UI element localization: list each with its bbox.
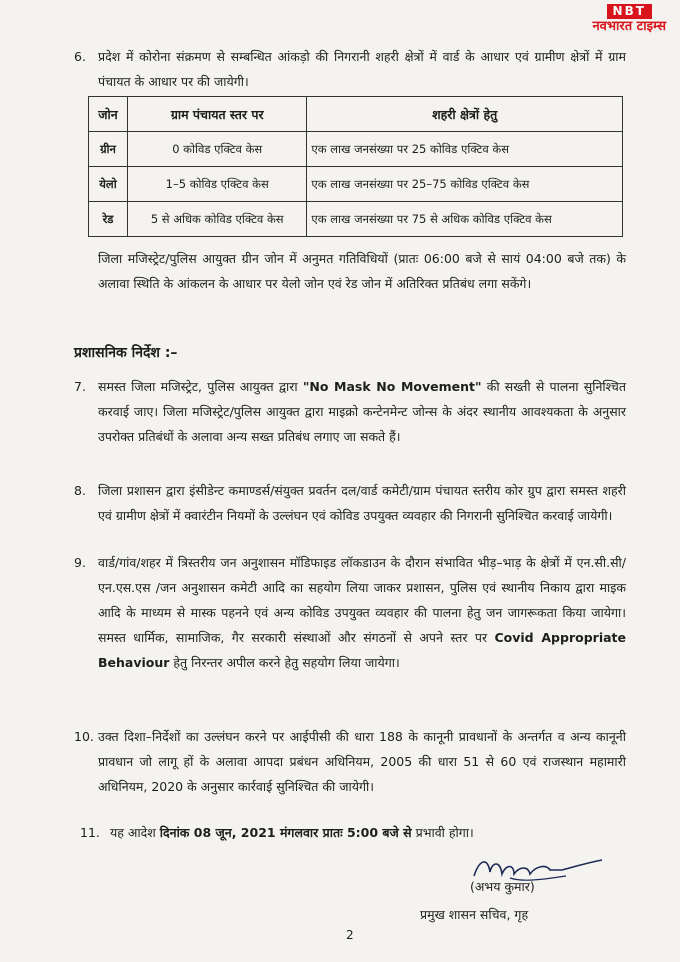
clause-7: [74, 374, 626, 449]
clause-text-pre: यह आदेश: [110, 825, 160, 840]
clause-number: 10.: [74, 729, 94, 744]
clause-number: 8.: [74, 483, 86, 498]
clause-number: 11.: [80, 825, 100, 840]
clause-text: प्रदेश में कोरोना संक्रमण से सम्बन्धित आंकड़ो की निगरानी शहरी क्षेत्रों में वार्ड के आधार एवं ग्रामीण क्षेत्रों में ग्राम पंचायत के आधार पर की जायेगी।: [98, 49, 626, 89]
page-number: 2: [346, 928, 354, 942]
gram-cell: 1–5 कोविड एक्टिव केस: [128, 167, 307, 202]
clause-text: उक्त दिशा–निर्देशों का उल्लंघन करने पर आईपीसी की धारा 188 के कानूनी प्रावधानों के अन्तर्गत व अन्य कानूनी प्रावधान जो लागू हों के अलावा आपदा प्रबंधन अधिनियम, 2005 की धारा 51 से 60 एवं राजस्थान महामारी अधिनियम, 2020 के अनुसार कार्रवाई सुनिश्चित की जायेगी।: [98, 729, 626, 794]
clause-6: [74, 44, 626, 94]
clause-text-post: प्रभावी होगा।: [411, 825, 474, 840]
zone-cell: रेड: [89, 202, 128, 237]
clause-number: 9.: [74, 555, 86, 570]
zone-cell: ग्रीन: [89, 132, 128, 167]
clause-text: जिला प्रशासन द्वारा इंसीडेन्ट कमाण्डर्स/संयुक्त प्रवर्तन दल/वार्ड कमेटी/ग्राम पंचायत स्तरीय कोर ग्रुप द्वारा समस्त शहरी एवं ग्रामीण क्षेत्रों में क्वारंटीन नियमों के उल्लंघन एवं कोविड उपयुक्त व्यवहार की निगरानी सुनिश्चित करवाई जायेगी।: [98, 483, 626, 523]
table-row: [89, 132, 623, 167]
table-header: जोन: [89, 97, 128, 132]
clause-text-bold: "No Mask No Movement": [302, 379, 482, 394]
logo-name: नवभारत टाइम्स: [592, 19, 666, 34]
clause-number: 7.: [74, 379, 86, 394]
note-text: जिला मजिस्ट्रेट/पुलिस आयुक्त ग्रीन जोन में अनुमत गतिविधियों (प्रातः 06:00 बजे से सायं 04:00 बजे तक) के अलावा स्थिति के आंकलन के आधार पर येलो जोन एवं रेड जोन में अतिरिक्त प्रतिबंध लगा सकेंगे।: [98, 251, 626, 291]
gram-cell: 0 कोविड एक्टिव केस: [128, 132, 307, 167]
clause-text-pre: समस्त जिला मजिस्ट्रेट, पुलिस आयुक्त द्वारा: [98, 379, 303, 394]
table-header: ग्राम पंचायत स्तर पर: [128, 97, 307, 132]
signatory-designation: प्रमुख शासन सचिव, गृह: [420, 907, 529, 922]
clause-text-bold: Covid Appropriate Behaviour: [98, 630, 626, 670]
gram-cell: 5 से अधिक कोविड एक्टिव केस: [128, 202, 307, 237]
urban-cell: एक लाख जनसंख्या पर 25 कोविड एक्टिव केस: [307, 132, 623, 167]
clause-9: [74, 550, 626, 675]
urban-cell: एक लाख जनसंख्या पर 25–75 कोविड एक्टिव केस: [307, 167, 623, 202]
clause-number: 6.: [74, 49, 86, 64]
clause-text-post: हेतु निरन्तर अपील करने हेतु सहयोग लिया जायेगा।: [169, 655, 400, 670]
zone-note: [98, 246, 626, 296]
clause-text-post: की सख्ती से पालना सुनिश्चित करवाई जाए। जिला मजिस्ट्रेट/पुलिस आयुक्त द्वारा माइक्रो कन्टेनमेन्ट जोन्स के अंदर स्थानीय आवश्यकता के अनुसार उपरोक्त प्रतिबंधों के अलावा अन्य सख्त प्रतिबंध लगाए जा सकते हैं।: [98, 379, 626, 444]
table-row: [89, 167, 623, 202]
clause-11: [80, 820, 626, 845]
table-row: [89, 202, 623, 237]
zone-table: [88, 96, 623, 237]
zone-cell: येलो: [89, 167, 128, 202]
signatory-name: (अभय कुमार): [470, 879, 535, 894]
table-header: शहरी क्षेत्रों हेतु: [307, 97, 623, 132]
table-header-row: [89, 97, 623, 132]
clause-8: [74, 478, 626, 528]
clause-text-bold: दिनांक 08 जून, 2021 मंगलवार प्रातः 5:00 बजे से: [159, 825, 412, 840]
section-heading: प्रशासनिक निर्देश :–: [74, 345, 178, 361]
urban-cell: एक लाख जनसंख्या पर 75 से अधिक कोविड एक्टिव केस: [307, 202, 623, 237]
clause-text-pre: वार्ड/गांव/शहर में त्रिस्तरीय जन अनुशासन मॉडिफाइड लॉकडाउन के दौरान संभावित भीड़–भाड़ के क्षेत्रों में एन.सी.सी/एन.एस.एस /जन अनुशासन कमेटी आदि का सहयोग लिया जाकर प्रशासन, पुलिस एवं स्थानीय निकाय द्वारा माइक आदि के माध्यम से मास्क पहनने एवं अन्य कोविड उपयुक्त व्यवहार की पालना हेतु जन जागरूकता किया जायेगा। समस्त धार्मिक, सामाजिक, गैर सरकारी संस्थाओं और संगठनों से अपने स्तर पर: [98, 555, 626, 645]
logo-short: NBT: [607, 4, 652, 19]
clause-10: [74, 724, 626, 799]
nbt-logo: [592, 4, 666, 34]
